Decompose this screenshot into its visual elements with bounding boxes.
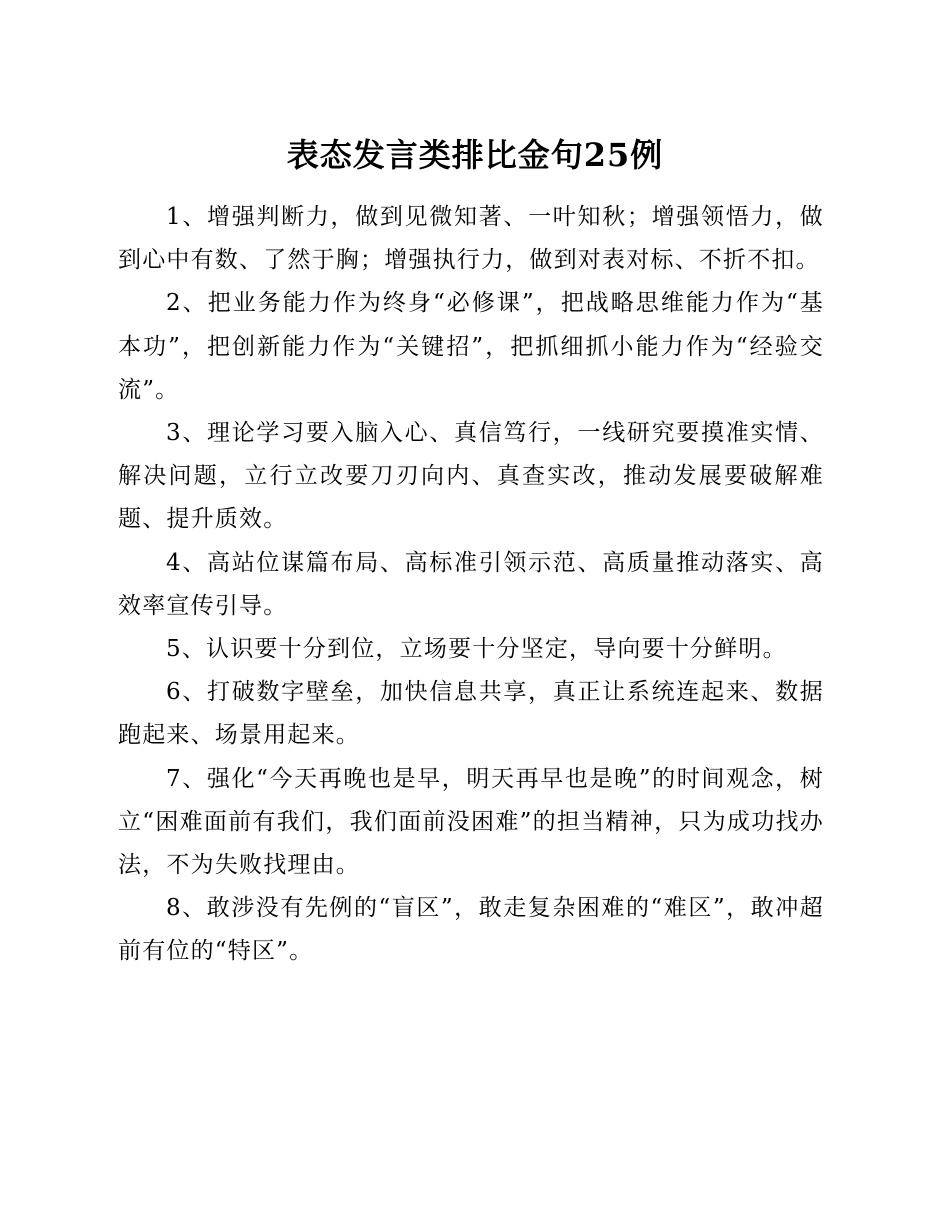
paragraph-1: 1、增强判断力，做到见微知著、一叶知秋；增强领悟力，做到心中有数、了然于胸；增强执行力，做到对表对标、不折不扣。 (118, 204, 824, 274)
paragraph-4: 4、高站位谋篇布局、高标准引领示范、高质量推动落实、高效率宣传引导。 (118, 549, 824, 619)
paragraph-7: 7、强化“今天再晚也是早，明天再早也是晚”的时间观念，树立“困难面前有我们，我们面前没困难”的担当精神，只为成功找办法，不为失败找理由。 (118, 765, 824, 879)
paragraph-3: 3、理论学习要入脑入心、真信笃行，一线研究要摸准实情、解决问题，立行立改要刀刃向内、真查实改，推动发展要破解难题、提升质效。 (118, 420, 824, 533)
paragraph-8: 8、敢涉没有先例的“盲区”，敢走复杂困难的“难区”，敢冲超前有位的“特区”。 (118, 895, 824, 965)
paragraph-6: 6、打破数字壁垒，加快信息共享，真正让系统连起来、数据跑起来、场景用起来。 (118, 679, 824, 749)
paragraph-2: 2、把业务能力作为终身“必修课”，把战略思维能力作为“基本功”，把创新能力作为“关键招”，把抓细抓小能力作为“经验交流”。 (118, 290, 824, 403)
paragraph-5: 5、认识要十分到位，立场要十分坚定，导向要十分鲜明。 (166, 636, 787, 663)
document-body (118, 196, 824, 974)
document-title: 表态发言类排比金句25例 (286, 136, 664, 174)
